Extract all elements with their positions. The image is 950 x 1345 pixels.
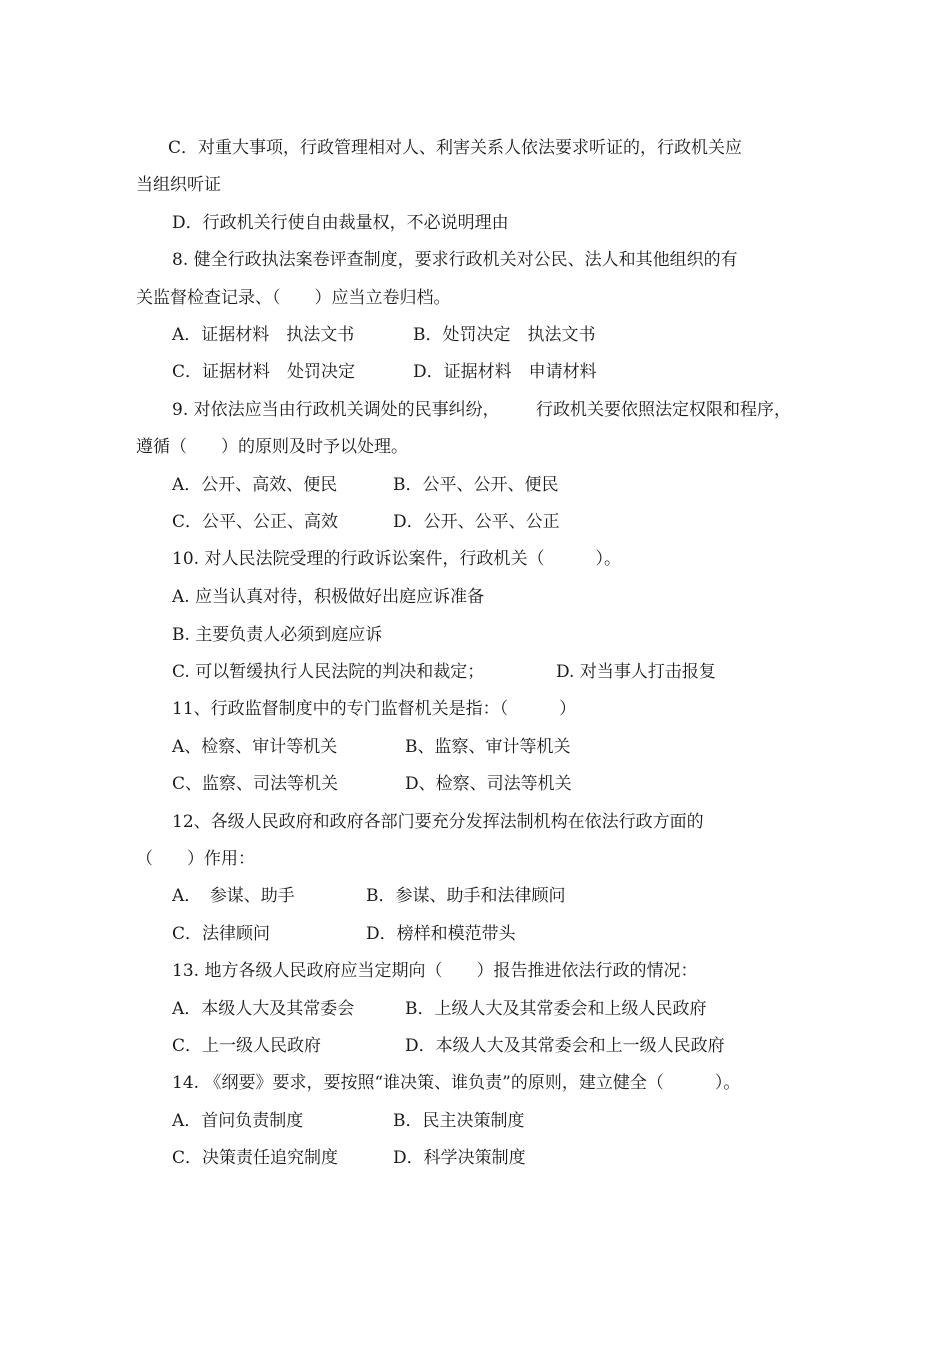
q13-option-c: C．上一级人民政府	[172, 1036, 322, 1056]
q12-option-a: A． 参谋、助手	[172, 886, 295, 906]
q12-stem-line2: （ ）作用：	[136, 849, 255, 869]
q12-option-b: B．参谋、助手和法律顾问	[366, 886, 566, 906]
q13-option-a: A．本级人大及其常委会	[172, 999, 355, 1019]
q10-option-c: C. 可以暂缓执行人民法院的判决和裁定；	[172, 662, 485, 682]
q11-option-a: A、检察、审计等机关	[172, 737, 338, 757]
q14-option-c: C．决策责任追究制度	[172, 1148, 339, 1168]
q9-stem-line1a: 9. 对依法应当由行政机关调处的民事纠纷，	[172, 400, 500, 420]
q10-option-b: B. 主要负责人必须到庭应诉	[172, 625, 383, 645]
q8-option-b: B．处罚决定 执法文书	[413, 325, 596, 345]
q13-option-b: B．上级人大及其常委会和上级人民政府	[405, 999, 707, 1019]
q12-option-c: C．法律顾问	[172, 924, 271, 944]
q10-stem: 10. 对人民法院受理的行政诉讼案件，行政机关（ ）。	[172, 549, 621, 569]
q13-stem: 13. 地方各级人民政府应当定期向（ ）报告推进依法行政的情况：	[172, 961, 698, 981]
q14-stem: 14. 《纲要》要求，要按照“谁决策、谁负责”的原则，建立健全（ ）。	[172, 1073, 741, 1093]
q11-stem: 11、行政监督制度中的专门监督机关是指：（ ）	[172, 699, 577, 719]
q11-option-c: C、监察、司法等机关	[172, 774, 339, 794]
q12-option-d: D．榜样和模范带头	[366, 924, 516, 944]
q11-option-b: B、监察、审计等机关	[405, 737, 571, 757]
q13-option-d: D．本级人大及其常委会和上一级人民政府	[405, 1036, 725, 1056]
q9-stem-line2: 遵循（ ）的原则及时予以处理。	[136, 437, 408, 457]
q8-stem-line1: 8. 健全行政执法案卷评查制度，要求行政机关对公民、法人和其他组织的有	[172, 250, 738, 270]
q9-option-c: C．公平、公正、高效	[172, 512, 339, 532]
q10-option-d: D. 对当事人打击报复	[556, 662, 716, 682]
q14-option-b: B．民主决策制度	[393, 1111, 525, 1131]
q10-option-a: A. 应当认真对待，积极做好出庭应诉准备	[172, 587, 485, 607]
q9-option-d: D．公开、公平、公正	[393, 512, 560, 532]
q8-stem-line2: 关监督检查记录、（ ）应当立卷归档。	[136, 288, 451, 308]
q7-option-c-line2: 当组织听证	[136, 175, 221, 195]
q8-option-d: D．证据材料 申请材料	[413, 362, 597, 382]
q11-option-d: D、检察、司法等机关	[405, 774, 572, 794]
q7-option-c-line1: C．对重大事项，行政管理相对人、利害关系人依法要求听证的，行政机关应	[168, 138, 743, 158]
q9-option-b: B．公平、公开、便民	[393, 475, 559, 495]
q8-option-a: A．证据材料 执法文书	[172, 325, 355, 345]
q14-option-a: A．首问负责制度	[172, 1111, 304, 1131]
q14-option-d: D．科学决策制度	[393, 1148, 526, 1168]
q12-stem-line1: 12、各级人民政府和政府各部门要充分发挥法制机构在依法行政方面的	[172, 812, 704, 832]
q9-option-a: A．公开、高效、便民	[172, 475, 338, 495]
q7-option-d: D．行政机关行使自由裁量权，不必说明理由	[172, 213, 509, 233]
q8-option-c: C．证据材料 处罚决定	[172, 362, 356, 382]
q9-stem-line1b: 行政机关要依照法定权限和程序，	[536, 400, 791, 420]
